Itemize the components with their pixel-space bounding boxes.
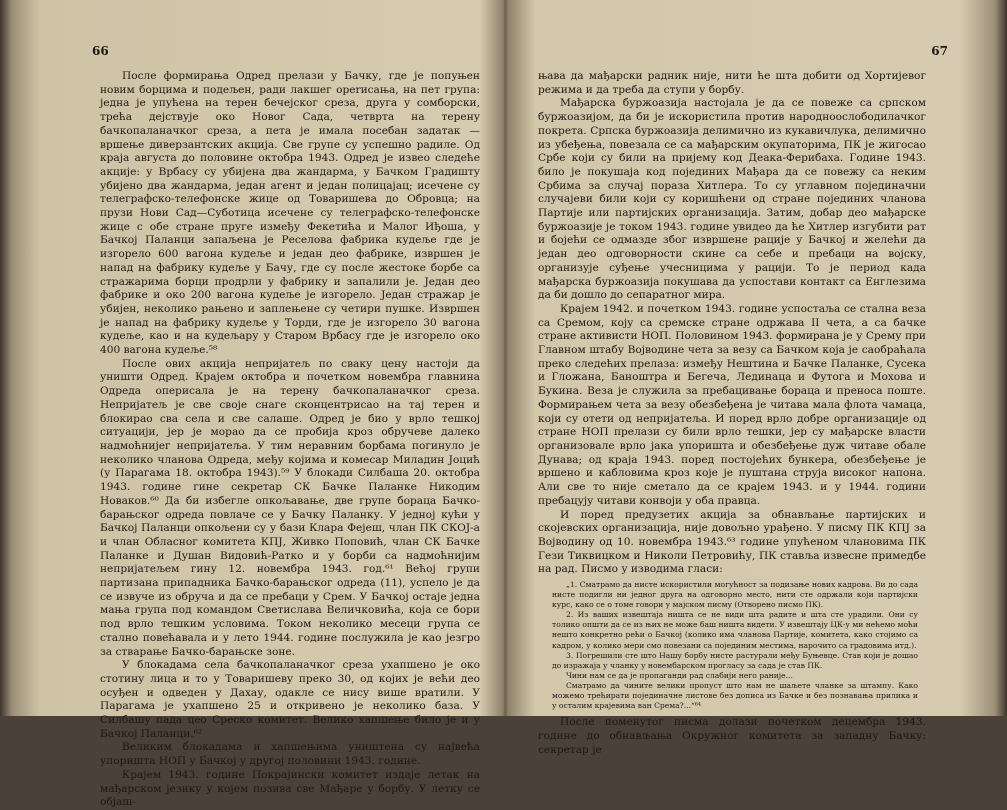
paragraph: Крајем 1942. и почетком 1943. године успостаља се стална веза са Сремом, коју са сремске стране одржава II чета, а са бачке стране активисти НОП. Половином 1943. формирана је у Срему при Главном штабу Војводине чета за везу са Бачком која је саобраћала преко следећих прелаза: између Нештина и Бачке Паланке, Сусека и Глoжана, Баноштра и Бегеча, Лединаца и Футога и Мохова и Букина. Веза је служила за пребацивање бораца и преноса поште. Формирањем чета за везу обезбеђена је читава мала флота чамаца, који су отети од непријатеља. И поред врло добре организације од стране НОП прелази су били врло тешки, јер су мађарске власти организовале врло јака упоришта и обезбеђење дуж читаве обале Дунава; од краја 1943. поред постојећих бункера, обезбеђење је вршено и каблoвима кроз које је пуштана струја високог напона. Али све то није сметало да се крајем 1943. и у 1944. години пребацују читави конвоји у оба правца.: [538, 302, 926, 507]
quote-item: Чини нам се да је пропаганди рад слабији него раније...: [566, 670, 793, 680]
right-page: [528, 0, 958, 756]
left-page-body: [100, 70, 480, 810]
left-page: [60, 0, 490, 809]
paragraph: После формирања Одред прелази у Бачку, где је попуњен новим борцима и подељен, ради лакшег operисања, на пет група: једна је упућена на терен бечејског среза, друга у сомборски, трећа дејствује око Новог Сада, четврта на терену бачкопаланачког среза, а пета је имала посебан задатак — вршење диверзантских акција. Све групе су успешно радиле. Од краја августа до половине октобра 1943. Одред је извео следеће акције: у Врбасу су убијена два жандарма, у Бачком Градишту убијено два жандарма, један агент и један полицајац; исечене су телеграфско-телефонске жице од Товаришева до Обровца; на прузи Нови Сад—Суботица исечене су телеграфско-телефонске жице с обе стране пруге између Фекетића и Малог Иђоша, у Бачкој Паланци запаљена је Реселова фабрика кудеље где је изгорело 600 вагона кудеље и један део фабрике, извршен је напад на фабрику кудеље у Бачу, где су после жестоке борбе са стражарима борци продрли у фабрику и запалили је. Један део фабрике и око 200 вагона кудеље је изгорело. Један стражар је убијен, неколико рањено и заплењене су четири пушке. Извршен је напад на фабрику кудеље у Торди, где је изгорело 30 вагона кудеље, као и на кудељару у Старом Врбасу где је изгорело око 400 вагона кудеље.⁵⁸: [100, 70, 480, 357]
quote-item: „1. Сматрамо да нисте искористили могућност за подизање нових кадрова. Ви до сада нисте подигли ни једног друга на одговорно место, нити сте одржали који партијски курс, како се о томе говори у мајском писму (Отворено писмо ПК).: [552, 580, 918, 610]
paragraph: њава да мађарски радник није, нити ће шта добити од Хортијевог режима и да треба да ступи у борбу.: [538, 70, 926, 96]
quote-item: Сматрамо да чините велики пропуст што нам не шаљете чланке за штампу. Како можемо трећирати појединачне листове без дописа из Бачке и без познавања прилика и у осталим крајевима ван Срема?...“⁶⁴: [552, 680, 918, 711]
paragraph: И поред предузетих акција за обнављање партијских и скојевских организација, није довољно урађено. У писму ПК КПЈ за Војводину од 10. новембра 1943.⁶³ године упућеном члановима ПК Гези Тиквицком и Николи Петровићу, ПК ставља извесне примедбе на рад. Писмо у изводима гласи:: [538, 508, 926, 576]
paragraph: После поменутог писма долази почетком децембра 1943. године до обнављања Окружног комитета за западну Бачку: секретар је: [538, 716, 926, 756]
quote-item: 2. Из ваших извештаја ништа се не види шта радите и шта сте урадили. Они су толико општи да се из њих не може баш ништа видети. У извештају ЦК-у ми нећемо моћи нешто конкретно рећи о Бачкој (колико има чланова Партије, комитета, како стојимо са кадром, у колико мери смо повезани са појединим местима, нарочито са градовима итд.).: [552, 610, 918, 650]
page-number-right: 67: [931, 44, 948, 58]
paragraph: После ових акција непријатељ по сваку цену настоји да уништи Одред. Крајем октобра и почетком новембра главнина Одреда оперисала је на терену бачкопаланачког среза. Непријатељ је све своје снаге сконцентрисао на тај терен и блокирао сва села и све салаше. Одред је био у врло тешкој ситуацији, јер је морао да се пробија кроз обручеве далеко надмоћнијег непријатеља. У тим неравним борбама погинуло је неколико чланова Одреда, међу којима и комесар Миладин Јоцић (у Парагама 18. октобра 1943).⁵⁹ У блокади Силбаша 20. октобра 1943. године гине секретар СК Бачке Паланке Никодим Новаков.⁶⁰ Да би избегле опкољавање, две групе бораца Бачко-барањског одреда повлаче се у Бачку Паланку. У једној кући у Бачкој Паланци опкољени су у бази Клара Фејеш, члан ПК СКОЈ-а и члан Обласног комитета КПЈ, Живко Поповић, члан СК Бачке Паланке и Душан Видовић-Ратко и у борби са надмоћнијим непријатељем гину 12. новембра 1943. год.⁶¹ Већој групи партизана припадника Бачко-барањског одреда (11), успело је да се извуче из обруча и да се пребаци у Срем. У Бачкој остаје једна мања група под командом Светислава Величковића, која се бори под врло тешким условима. Током неколико месеци група се стално повећавала и у лето 1944. године послужила је као језгро за стварање Бачко-барањске зоне.: [100, 357, 480, 658]
paragraph: Великим блокадама и хапшењима уништена су највећа упоришта НОП у Бачкој у другој половини 1943. године.: [100, 741, 480, 768]
page-number-left: 66: [92, 44, 109, 58]
quote-item: 3. Погрешили сте што Нашу борбу нисте растурали међу Буњевце. Став који је дошао до изражаја у чланку у новембарском прогласу за сада је став ПК.: [552, 650, 918, 670]
paragraph: У блокадама села бачкопаланачког среза ухапшено је око стотину лица и то у Товаришеву преко 30, од којих је већи део осуђен и одведен у Дахау, одакле се нису више вратили. У Парагама је ухапшено 25 и откривено је неколико база. У Силбашу пада цео Среско комитет. Велико хапшење било је и у Бачкој Паланци.⁶²: [100, 659, 480, 740]
letter-excerpt: [552, 580, 918, 711]
paragraph: Крајем 1943. године Покрајински комитет издаје летак на мађарском језику у којем позива све Мађаре у борбу. У летку се објаш-: [100, 768, 480, 809]
paragraph: Мађарска буржоазија настојала је да се повеже са српском буржоазијом, да би је искористила против народноослободилачког покрета. Српска буржоазија делимично из кукавичлука, делимично из убеђења, повезала се са мађарским окупаторима, ПК је жигосао Србе који су били на пријему код Деака-Ферибаха. Године 1943. било је покушаја код појединих Мађара да се повежу са неким Србима за случај пораза Хитлера. То су углавном појединачни случајеви били који су коришћени од стране појединих чланова Партије или партијских организација. Затим, добар део мађарске буржоазије је током 1943. године увидео да ће Хитлер изгубити рат и бојећи се одмазде због извршене рације у Бачкој и желећи да један део одговорности скине са себе и пребаци на војску, организује суђење учесницима у рацији. То је период када мађарска буржоазија покушава да успостави контакт са Енглезима да би дошло до сепаратног мира.: [538, 97, 926, 302]
right-page-body: [538, 70, 926, 757]
